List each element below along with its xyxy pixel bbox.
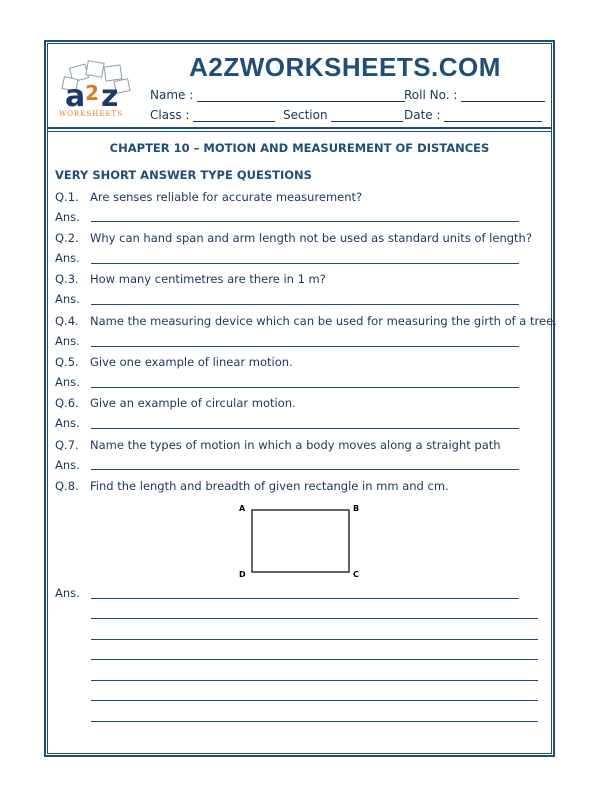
- header-divider-thin: [48, 131, 551, 132]
- answer-line[interactable]: [91, 639, 538, 640]
- answer-line[interactable]: [91, 700, 538, 701]
- svg-text:z: z: [101, 79, 119, 112]
- name-label: Name :: [150, 88, 194, 102]
- section-label: Section: [283, 108, 328, 122]
- logo-text: a: [65, 79, 86, 112]
- logo-graphic: [57, 60, 137, 112]
- chapter-title: CHAPTER 10 – MOTION AND MEASUREMENT OF DISTANCES: [109, 141, 490, 155]
- vertex-label-c: C: [353, 570, 359, 579]
- vertex-label-b: B: [353, 504, 360, 513]
- class-field: [150, 108, 275, 122]
- answer-line[interactable]: [91, 428, 519, 429]
- name-input-line[interactable]: [197, 89, 405, 102]
- logo-subtext: WORKSHEETS: [59, 110, 124, 118]
- class-label: Class :: [150, 108, 190, 122]
- roll-label: Roll No. :: [404, 88, 458, 102]
- answer-line[interactable]: [91, 346, 519, 347]
- answer-line[interactable]: [91, 598, 519, 599]
- section-input-line[interactable]: [331, 109, 403, 122]
- svg-text:2: 2: [85, 81, 99, 105]
- question-text: Are senses reliable for accurate measurement?: [90, 190, 363, 204]
- question-text: Why can hand span and arm length not be used as standard units of length?: [90, 231, 532, 245]
- answer-line[interactable]: [91, 721, 538, 722]
- date-field: [404, 108, 542, 122]
- answer-label: Ans.: [55, 251, 80, 265]
- site-title: A2ZWORKSHEETS.COM: [189, 52, 501, 82]
- answer-label: Ans.: [55, 586, 80, 600]
- header-divider: [48, 127, 551, 129]
- date-label: Date :: [404, 108, 441, 122]
- question-number: Q.6.: [55, 396, 79, 410]
- question-text: Give one example of linear motion.: [90, 355, 293, 369]
- answer-line[interactable]: [91, 304, 519, 305]
- question-number: Q.2.: [55, 231, 79, 245]
- vertex-label-a: A: [239, 504, 246, 513]
- rectangle-shape: [252, 510, 349, 572]
- answer-label: Ans.: [55, 334, 80, 348]
- section-heading: VERY SHORT ANSWER TYPE QUESTIONS: [55, 168, 312, 182]
- answer-label: Ans.: [55, 375, 80, 389]
- question-text: Name the types of motion in which a body moves along a straight path: [90, 438, 501, 452]
- question-text: Name the measuring device which can be used for measuring the girth of a tree.: [90, 314, 557, 328]
- roll-field: [404, 88, 545, 102]
- question-number: Q.5.: [55, 355, 79, 369]
- answer-line[interactable]: [91, 221, 519, 222]
- roll-input-line[interactable]: [461, 89, 545, 102]
- answer-line[interactable]: [91, 469, 519, 470]
- question-text: Find the length and breadth of given rectangle in mm and cm.: [90, 479, 449, 493]
- date-input-line[interactable]: [444, 109, 542, 122]
- question-text: How many centimetres are there in 1 m?: [90, 272, 326, 286]
- answer-line[interactable]: [91, 618, 538, 619]
- answer-line[interactable]: [91, 387, 519, 388]
- class-input-line[interactable]: [193, 109, 275, 122]
- answer-line[interactable]: [91, 263, 519, 264]
- answer-label: Ans.: [55, 210, 80, 224]
- name-field: [150, 88, 405, 102]
- site-logo: [57, 60, 137, 124]
- answer-label: Ans.: [55, 416, 80, 430]
- answer-label: Ans.: [55, 458, 80, 472]
- section-field: [283, 108, 403, 122]
- rectangle-diagram: [236, 500, 366, 582]
- answer-line[interactable]: [91, 680, 538, 681]
- answer-label: Ans.: [55, 292, 80, 306]
- answer-line[interactable]: [91, 659, 538, 660]
- question-number: Q.4.: [55, 314, 79, 328]
- vertex-label-d: D: [239, 570, 246, 579]
- question-number: Q.7.: [55, 438, 79, 452]
- question-text: Give an example of circular motion.: [90, 396, 296, 410]
- question-number: Q.8.: [55, 479, 79, 493]
- question-number: Q.1.: [55, 190, 79, 204]
- question-number: Q.3.: [55, 272, 79, 286]
